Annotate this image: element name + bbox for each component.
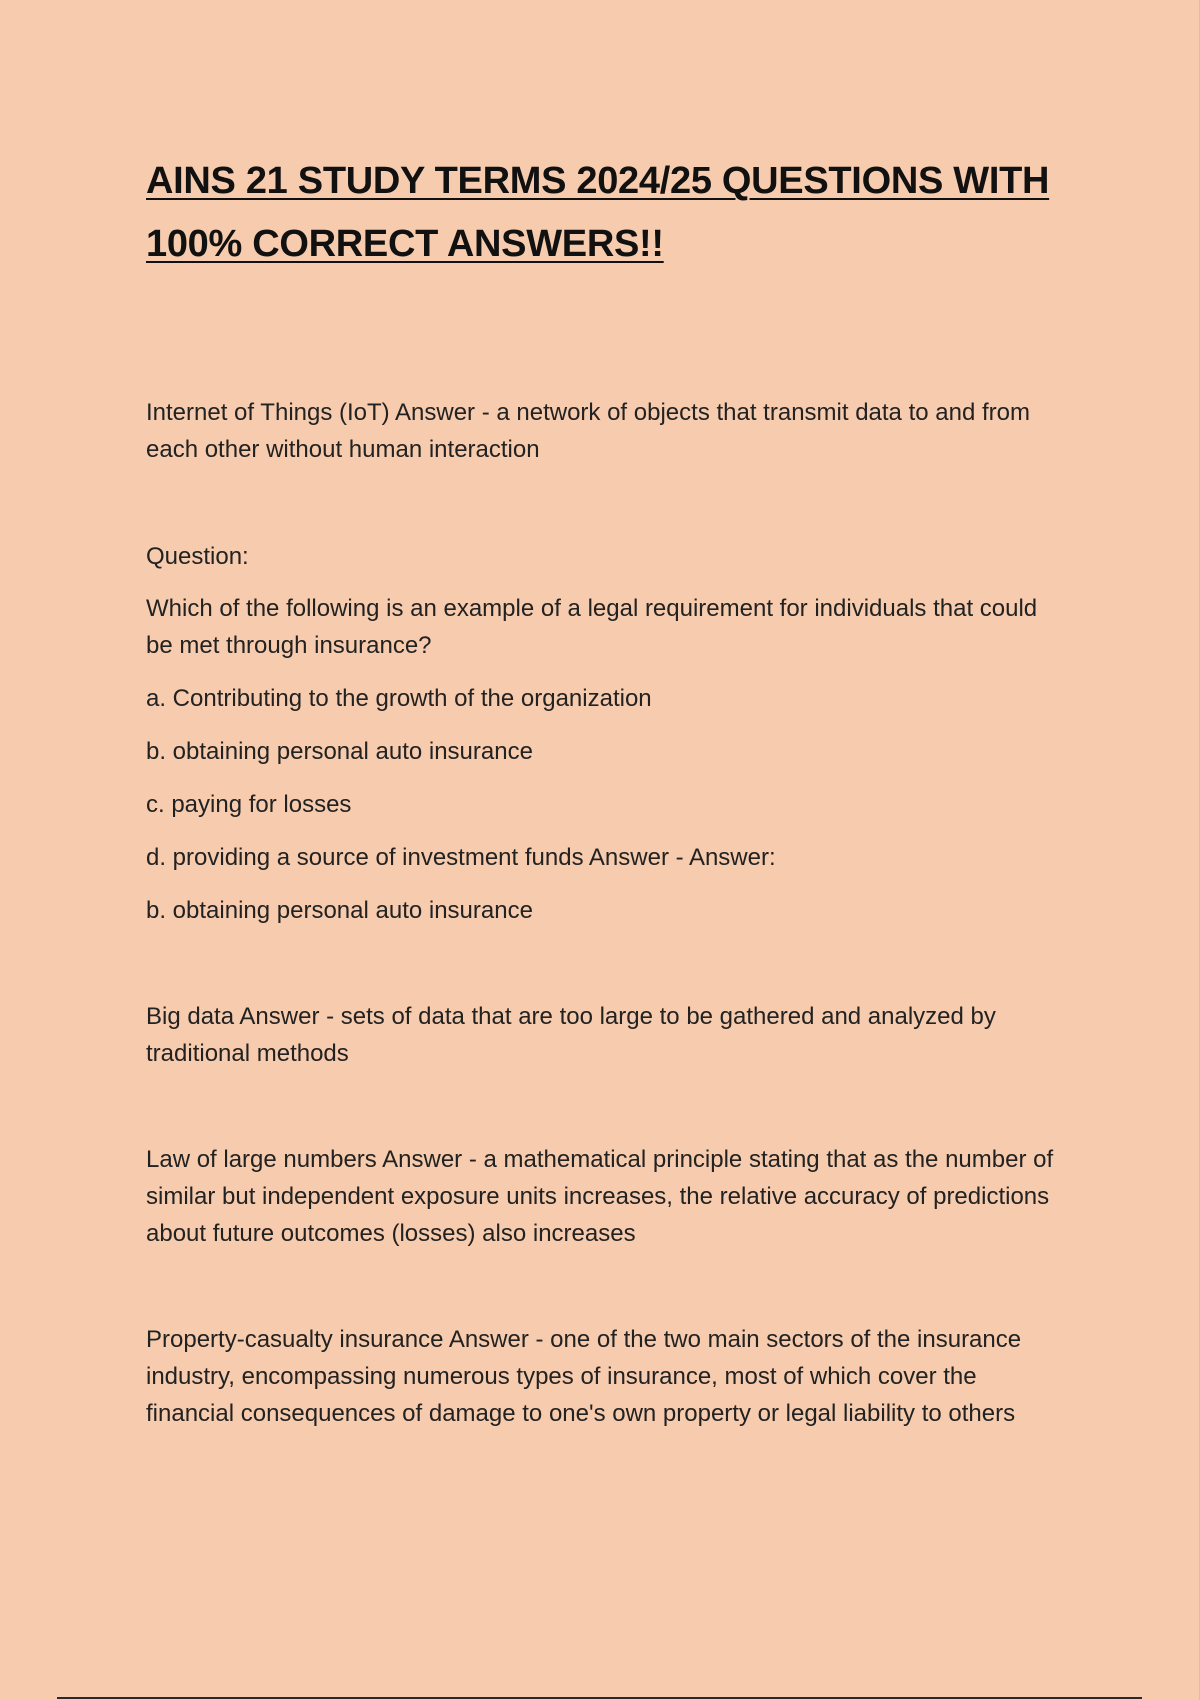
question-text: Which of the following is an example of a legal requirement for individuals that could be met through insurance? [146, 595, 1038, 659]
term-iot: Internet of Things (IoT) Answer - a network of objects that transmit data to and from each other without human interaction [146, 399, 1030, 463]
question-option-d: d. providing a source of investment funds Answer - Answer: [146, 844, 776, 871]
question-option-c: c. paying for losses [146, 791, 352, 818]
question-option-a: a. Contributing to the growth of the organization [146, 685, 652, 712]
term-law-of-large-numbers: Law of large numbers Answer - a mathematical principle stating that as the number of similar but independent exposure units increases, the relative accuracy of predictions about future outcomes (losses) also increases [146, 1146, 1054, 1247]
term-property-casualty: Property-casualty insurance Answer - one of the two main sectors of the insurance industry, encompassing numerous types of insurance, most of which cover the financial consequences of damage to one's own property or legal liability to others [146, 1326, 1022, 1427]
question-option-b: b. obtaining personal auto insurance [146, 738, 533, 765]
footer-rule [57, 1697, 1142, 1699]
question-label: Question: [146, 543, 249, 570]
document-content [146, 150, 1056, 1432]
term-big-data: Big data Answer - sets of data that are too large to be gathered and analyzed by traditional methods [146, 1003, 996, 1067]
question-answer: b. obtaining personal auto insurance [146, 897, 533, 924]
document-title: AINS 21 STUDY TERMS 2024/25 QUESTIONS WITH 100% CORRECT ANSWERS!! [146, 160, 1050, 265]
